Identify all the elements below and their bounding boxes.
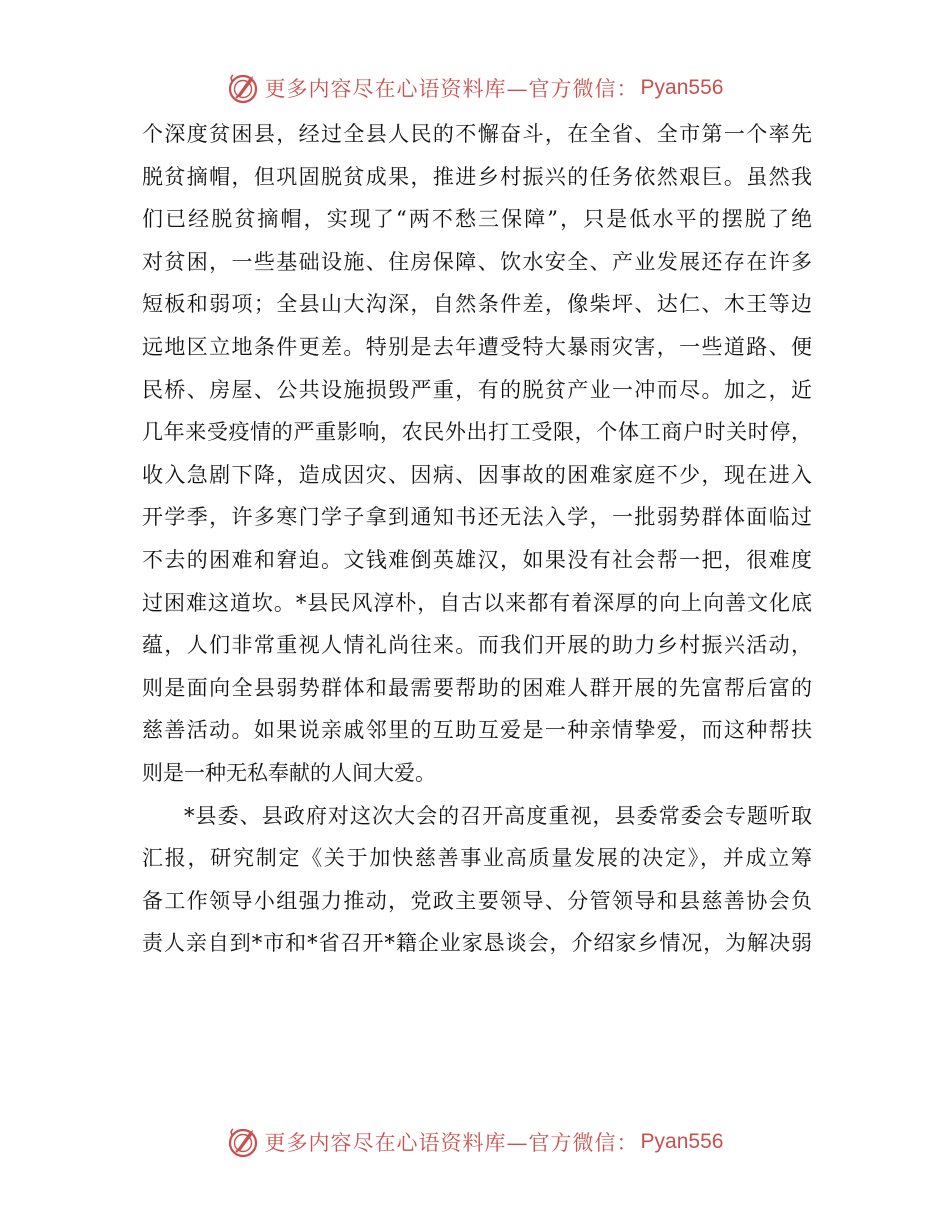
body-text	[142, 113, 812, 965]
text-line: 开学季，许多寒门学子拿到通知书还无法入学，一批弱势群体面临过	[142, 505, 812, 530]
text-line: 则是面向全县弱势群体和最需要帮助的困难人群开展的先富帮后富的	[142, 675, 812, 700]
text-line: 几年来受疫情的严重影响，农民外出打工受限，个体工商户时关时停，	[142, 420, 812, 445]
text-line: 民桥、房屋、公共设施损毁严重，有的脱贫产业一冲而尽。加之，近	[142, 377, 812, 402]
watermark-id: Pyan556	[640, 76, 724, 99]
watermark-text: 更多内容尽在心语资料库—官方微信：	[264, 77, 639, 101]
paragraph-2	[142, 795, 812, 965]
quill-logo-icon	[227, 71, 261, 105]
text-line: 不去的困难和窘迫。文钱难倒英雄汉，如果没有社会帮一把，很难度	[142, 547, 812, 572]
text-line: 远地区立地条件更差。特别是去年遭受特大暴雨灾害，一些道路、便	[142, 334, 812, 359]
watermark-id: Pyan556	[640, 1130, 724, 1153]
paragraph-1	[142, 113, 812, 795]
text-line: 个深度贫困县，经过全县人民的不懈奋斗，在全省、全市第一个率先	[142, 122, 812, 146]
text-line: 蕴，人们非常重视人情礼尚往来。而我们开展的助力乡村振兴活动，	[142, 633, 812, 658]
text-line: 们已经脱贫摘帽，实现了“两不愁三保障”，只是低水平的摆脱了绝	[142, 207, 812, 232]
text-line: 慈善活动。如果说亲戚邻里的互助互爱是一种亲情挚爱，而这种帮扶	[142, 718, 812, 743]
text-line: 对贫困，一些基础设施、住房保障、饮水安全、产业发展还存在许多	[142, 249, 812, 274]
header-watermark	[0, 68, 950, 108]
text-line: 备工作领导小组强力推动，党政主要领导、分管领导和县慈善协会负	[142, 888, 812, 913]
text-line: *县委、县政府对这次大会的召开高度重视，县委常委会专题听取	[184, 803, 812, 828]
text-line: 过困难这道坎。*县民风淳朴，自古以来都有着深厚的向上向善文化底	[142, 590, 812, 615]
text-line: 收入急剧下降，造成因灾、因病、因事故的困难家庭不少，现在进入	[142, 462, 812, 487]
text-line: 短板和弱项；全县山大沟深，自然条件差，像柴坪、达仁、木王等边	[142, 292, 812, 317]
text-line: 则是一种无私奉献的人间大爱。	[142, 760, 436, 785]
footer-watermark	[0, 1122, 950, 1162]
text-line: 脱贫摘帽，但巩固脱贫成果，推进乡村振兴的任务依然艰巨。虽然我	[142, 164, 812, 189]
watermark-text: 更多内容尽在心语资料库—官方微信：	[264, 1131, 639, 1155]
text-line: 责人亲自到*市和*省召开*籍企业家恳谈会，介绍家乡情况，为解决弱	[142, 931, 812, 956]
quill-logo-icon	[227, 1125, 261, 1159]
text-line: 汇报，研究制定《关于加快慈善事业高质量发展的决定》，并成立筹	[142, 846, 812, 871]
